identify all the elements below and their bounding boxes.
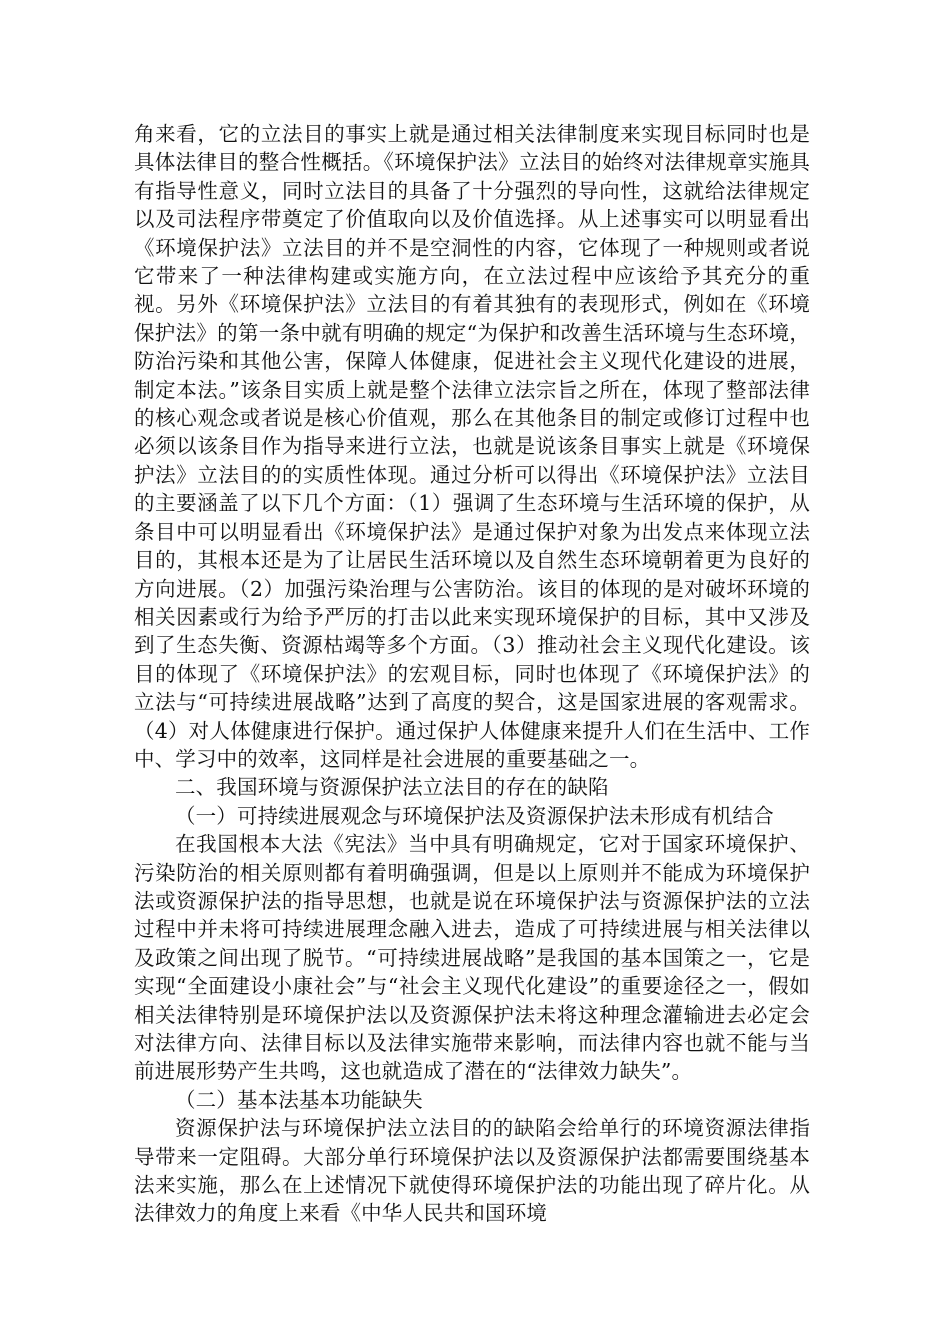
subsection-heading-1: （一）可持续进展观念与环境保护法及资源保护法未形成有机结合 (175, 803, 774, 828)
document-page (134, 120, 810, 1228)
section-heading: 二、我国环境与资源保护法立法目的存在的缺陷 (175, 775, 609, 800)
body-paragraph: 在我国根本大法《宪法》当中具有明确规定，它对于国家环境保护、污染防治的相关原则都有着明确强调，但是以上原则并不能成为环境保护法或资源保护法的指导思想，也就是说在环境保护法与资源保护法的立法过程中并未将可持续进展理念融入进去，造成了可持续进展与相关法律以及政策之间出现了脱节。“可持续进展战略”是我国的基本国策之一，它是实现“全面建设小康社会”与“社会主义现代化建设”的重要途径之一，假如相关法律特别是环境保护法以及资源保护法未将这种理念灌输进去必定会对法律方向、法律目标以及法律实施带来影响，而法律内容也就不能与当前进展形势产生共鸣，这也就造成了潜在的“法律效力缺失”。 (134, 832, 810, 1084)
subsection-heading-2: （二）基本法基本功能缺失 (175, 1087, 423, 1112)
body-paragraph-continued: 角来看，它的立法目的事实上就是通过相关法律制度来实现目标同时也是具体法律目的整合性概括。《环境保护法》立法目的始终对法律规章实施具有指导性意义，同时立法目的具备了十分强烈的导向性，这就给法律规定以及司法程序带奠定了价值取向以及价值选择。从上述事实可以明显看出《环境保护法》立法目的并不是空洞性的内容，它体现了一种规则或者说它带来了一种法律构建或实施方向，在立法过程中应该给予其充分的重视。另外《环境保护法》立法目的有着其独有的表现形式，例如在《环境保护法》的第一条中就有明确的规定“为保护和改善生活环境与生态环境，防治污染和其他公害，保障人体健康，促进社会主义现代化建设的进展，制定本法。”该条目实质上就是整个法律立法宗旨之所在，体现了整部法律的核心观念或者说是核心价值观，那么在其他条目的制定或修订过程中也必须以该条目作为指导来进行立法，也就是说该条目事实上就是《环境保护法》立法目的的实质性体现。通过分析可以得出《环境保护法》立法目的主要涵盖了以下几个方面：（1）强调了生态环境与生活环境的保护，从条目中可以明显看出《环境保护法》是通过保护对象为出发点来体现立法目的，其根本还是为了让居民生活环境以及自然生态环境朝着更为良好的方向进展。（2）加强污染治理与公害防治。该目的体现的是对破坏环境的相关因素或行为给予严厉的打击以此来实现环境保护的目标，其中又涉及到了生态失衡、资源枯竭等多个方面。（3）推动社会主义现代化建设。该目的体现了《环境保护法》的宏观目标，同时也体现了《环境保护法》的立法与“可持续进展战略”达到了高度的契合，这是国家进展的客观需求。（4）对人体健康进行保护。通过保护人体健康来提升人们在生活中、工作中、学习中的效率，这同样是社会进展的重要基础之一。 (134, 122, 810, 771)
body-paragraph: 资源保护法与环境保护法立法目的的缺陷会给单行的环境资源法律指导带来一定阻碍。大部分单行环境保护法以及资源保护法都需要围绕基本法来实施，那么在上述情况下就使得环境保护法的功能出现了碎片化。从法律效力的角度上来看《中华人民共和国环境 (134, 1116, 810, 1226)
